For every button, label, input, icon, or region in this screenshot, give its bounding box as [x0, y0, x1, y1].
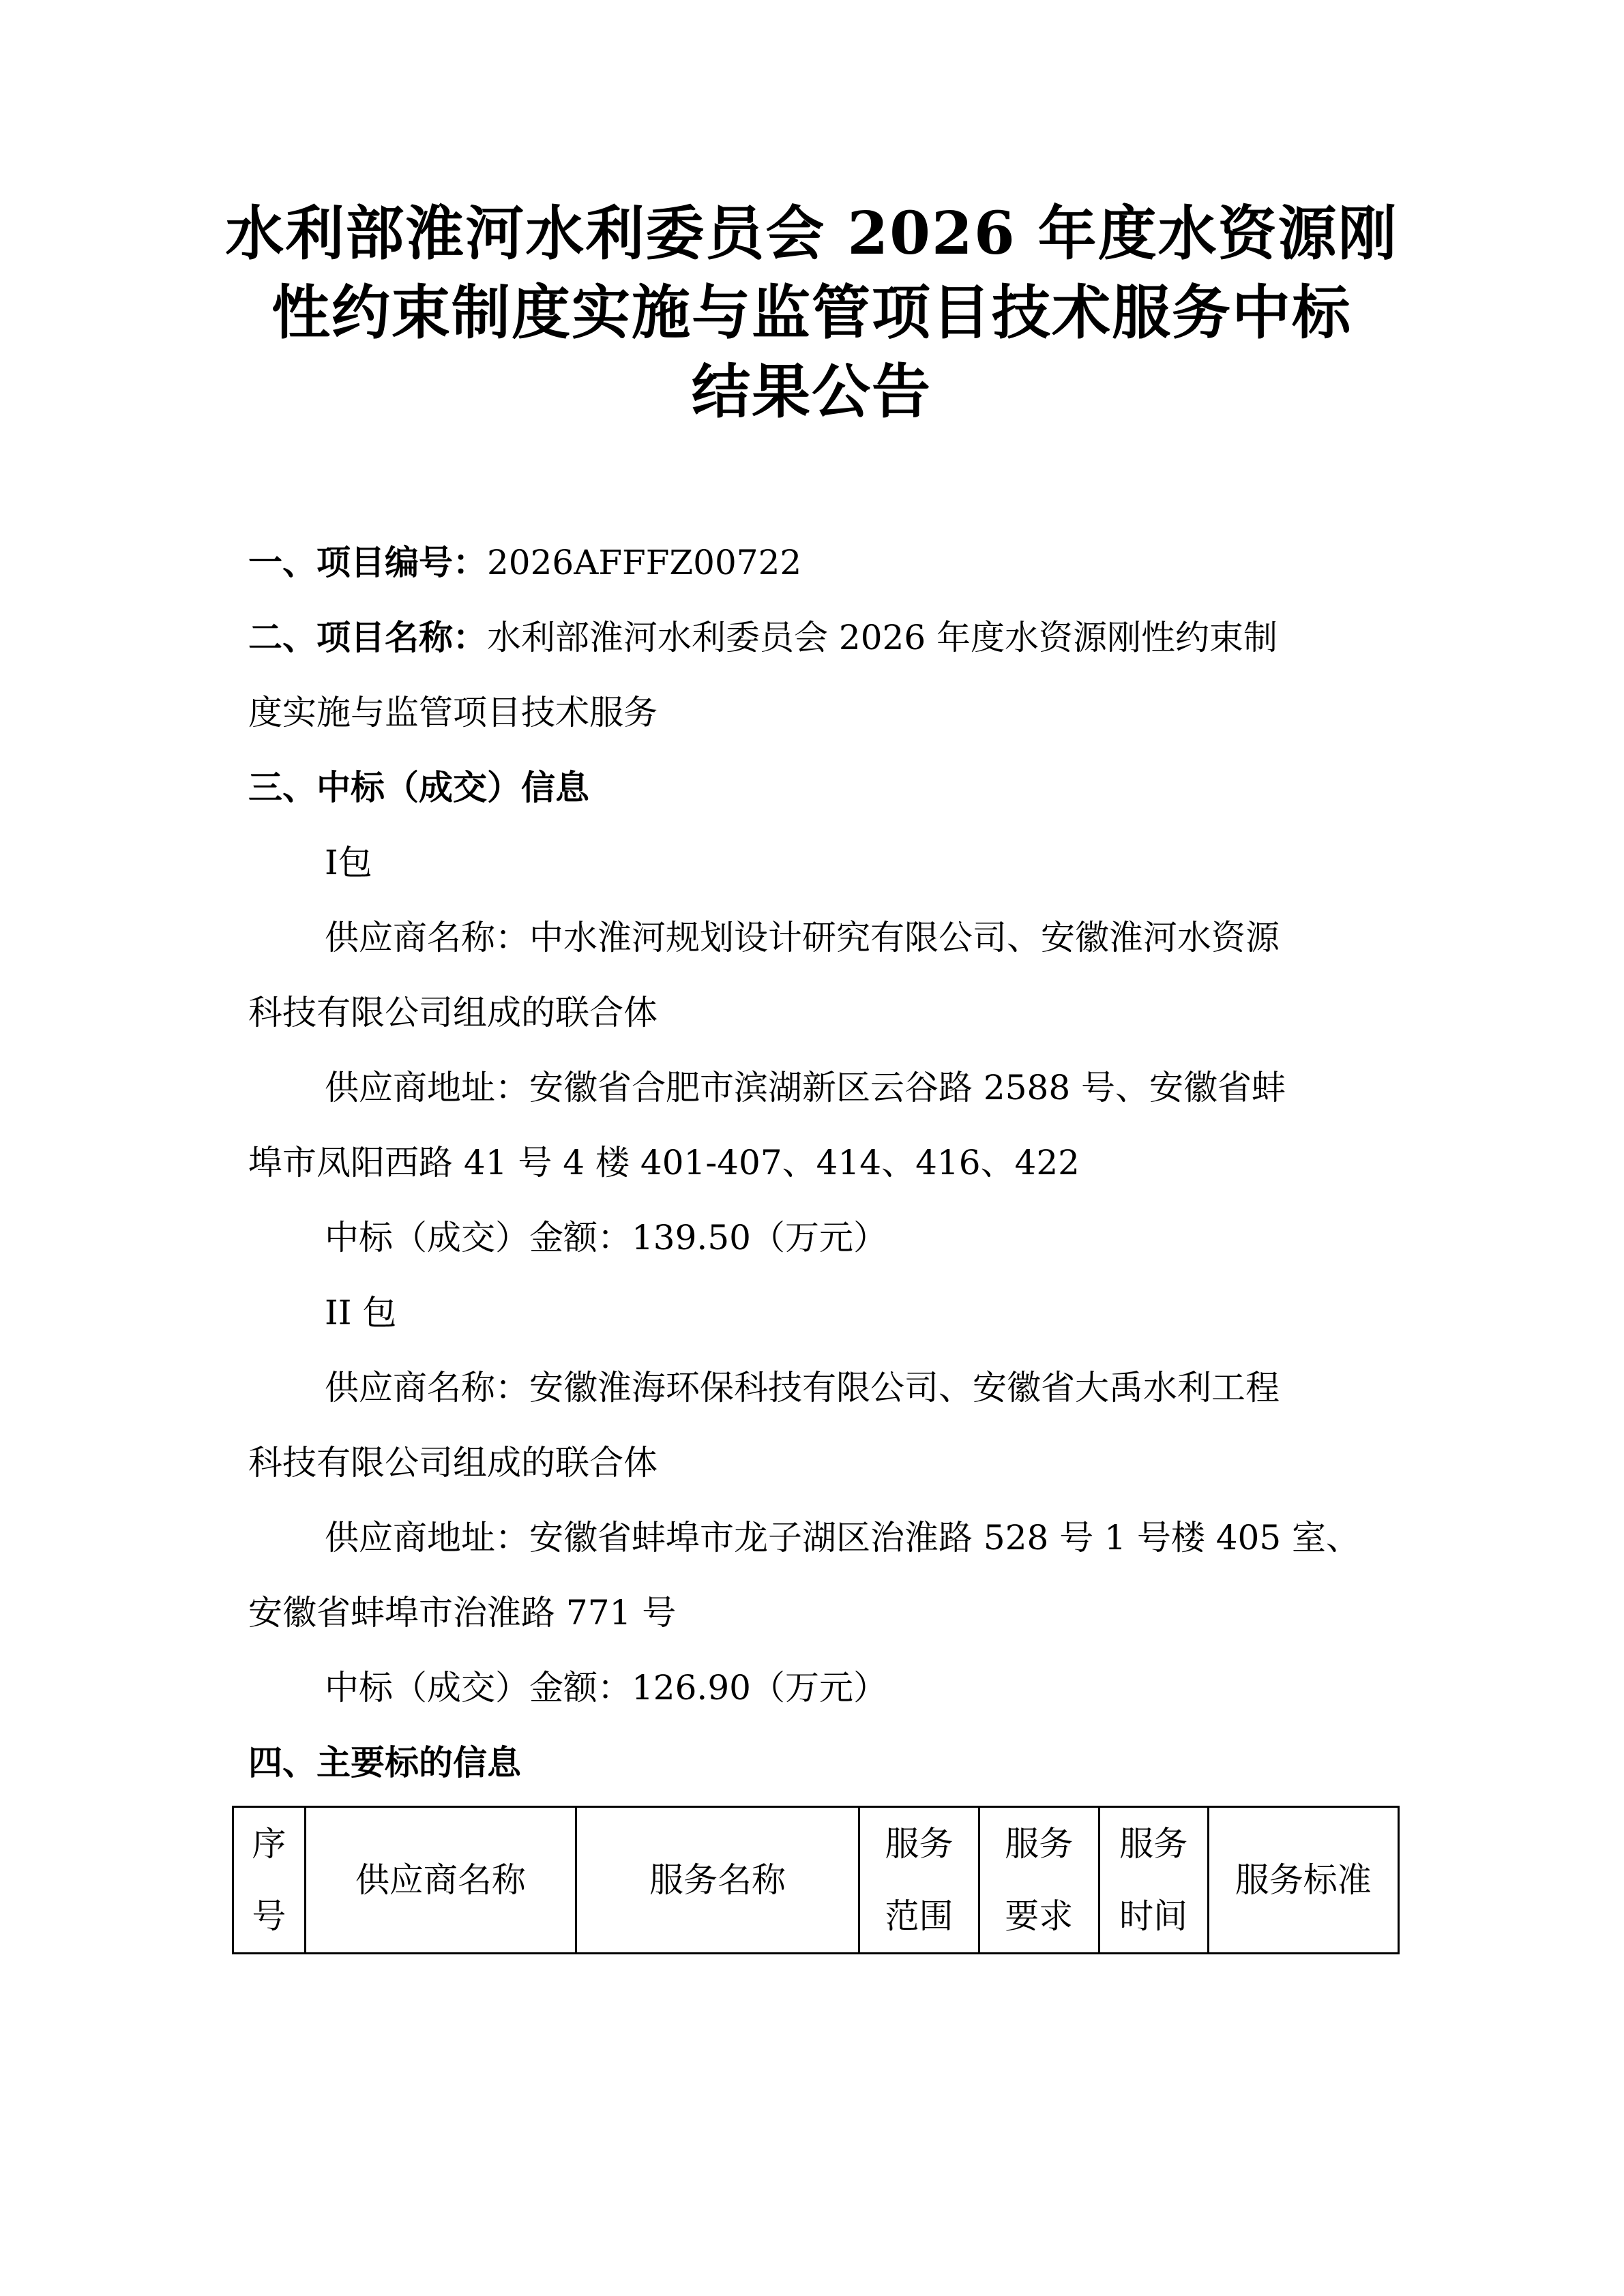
header-service-scope-line1: 服务	[885, 1824, 954, 1864]
project-name-label: 二、项目名称：	[248, 617, 487, 657]
project-name-row	[248, 600, 1391, 675]
header-service-time	[1099, 1807, 1208, 1954]
header-service-scope-line2: 范围	[885, 1896, 954, 1936]
header-service-requirements-line1: 服务	[1005, 1824, 1074, 1864]
header-service-name-text: 服务名称	[649, 1860, 786, 1900]
main-subject-heading: 四、主要标的信息	[248, 1742, 521, 1783]
document-title	[205, 194, 1419, 432]
project-number-value: 2026AFFFZ00722	[487, 543, 802, 582]
package-2-name: II 包	[325, 1293, 397, 1332]
title-line-3: 结果公告	[692, 357, 932, 426]
header-supplier-name-text: 供应商名称	[355, 1860, 526, 1900]
subject-info-table	[232, 1806, 1400, 1954]
package-2-supplier-name-line2: 科技有限公司组成的联合体	[248, 1443, 658, 1482]
document-body	[248, 525, 1391, 1800]
package-1-supplier-name-line1: 供应商名称：中水淮河规划设计研究有限公司、安徽淮河水资源	[325, 918, 1280, 957]
header-serial-number-line2: 号	[252, 1896, 286, 1936]
header-service-standard-text: 服务标准	[1235, 1860, 1372, 1900]
header-service-requirements	[979, 1807, 1099, 1954]
package-2-supplier-name-line1: 供应商名称：安徽淮海环保科技有限公司、安徽省大禹水利工程	[325, 1368, 1280, 1407]
award-info-heading: 三、中标（成交）信息	[248, 767, 589, 807]
title-line-1: 水利部淮河水利委员会 2026 年度水资源刚	[225, 199, 1398, 268]
header-service-scope	[859, 1807, 979, 1954]
package-2-amount: 中标（成交）金额：126.90（万元）	[325, 1668, 887, 1708]
title-line-2: 性约束制度实施与监管项目技术服务中标	[271, 278, 1352, 347]
header-service-requirements-line2: 要求	[1005, 1896, 1074, 1936]
project-number-row	[248, 525, 1391, 600]
package-2-supplier-address-line2: 安徽省蚌埠市治淮路 771 号	[248, 1593, 677, 1632]
package-1-name: Ⅰ包	[325, 843, 372, 882]
header-service-name	[576, 1807, 859, 1954]
project-name-value-line2: 度实施与监管项目技术服务	[248, 693, 658, 732]
project-number-label: 一、项目编号：	[248, 542, 487, 582]
package-1-supplier-address-line1: 供应商地址：安徽省合肥市滨湖新区云谷路 2588 号、安徽省蚌	[325, 1068, 1286, 1107]
package-1-supplier-address-line2: 埠市凤阳西路 41 号 4 楼 401-407、414、416、422	[248, 1143, 1080, 1182]
header-serial-number-line1: 序	[252, 1824, 286, 1864]
header-serial-number	[233, 1807, 306, 1954]
project-name-value-line1: 水利部淮河水利委员会 2026 年度水资源刚性约束制	[487, 618, 1278, 657]
package-1-amount: 中标（成交）金额：139.50（万元）	[325, 1218, 887, 1257]
header-service-standard	[1208, 1807, 1398, 1954]
package-1-supplier-name-line2: 科技有限公司组成的联合体	[248, 993, 658, 1032]
table-header-row	[233, 1807, 1399, 1954]
header-service-time-line2: 时间	[1119, 1896, 1188, 1936]
header-supplier-name	[305, 1807, 576, 1954]
header-service-time-line1: 服务	[1119, 1824, 1188, 1864]
package-2-supplier-address-line1: 供应商地址：安徽省蚌埠市龙子湖区治淮路 528 号 1 号楼 405 室、	[325, 1518, 1361, 1557]
